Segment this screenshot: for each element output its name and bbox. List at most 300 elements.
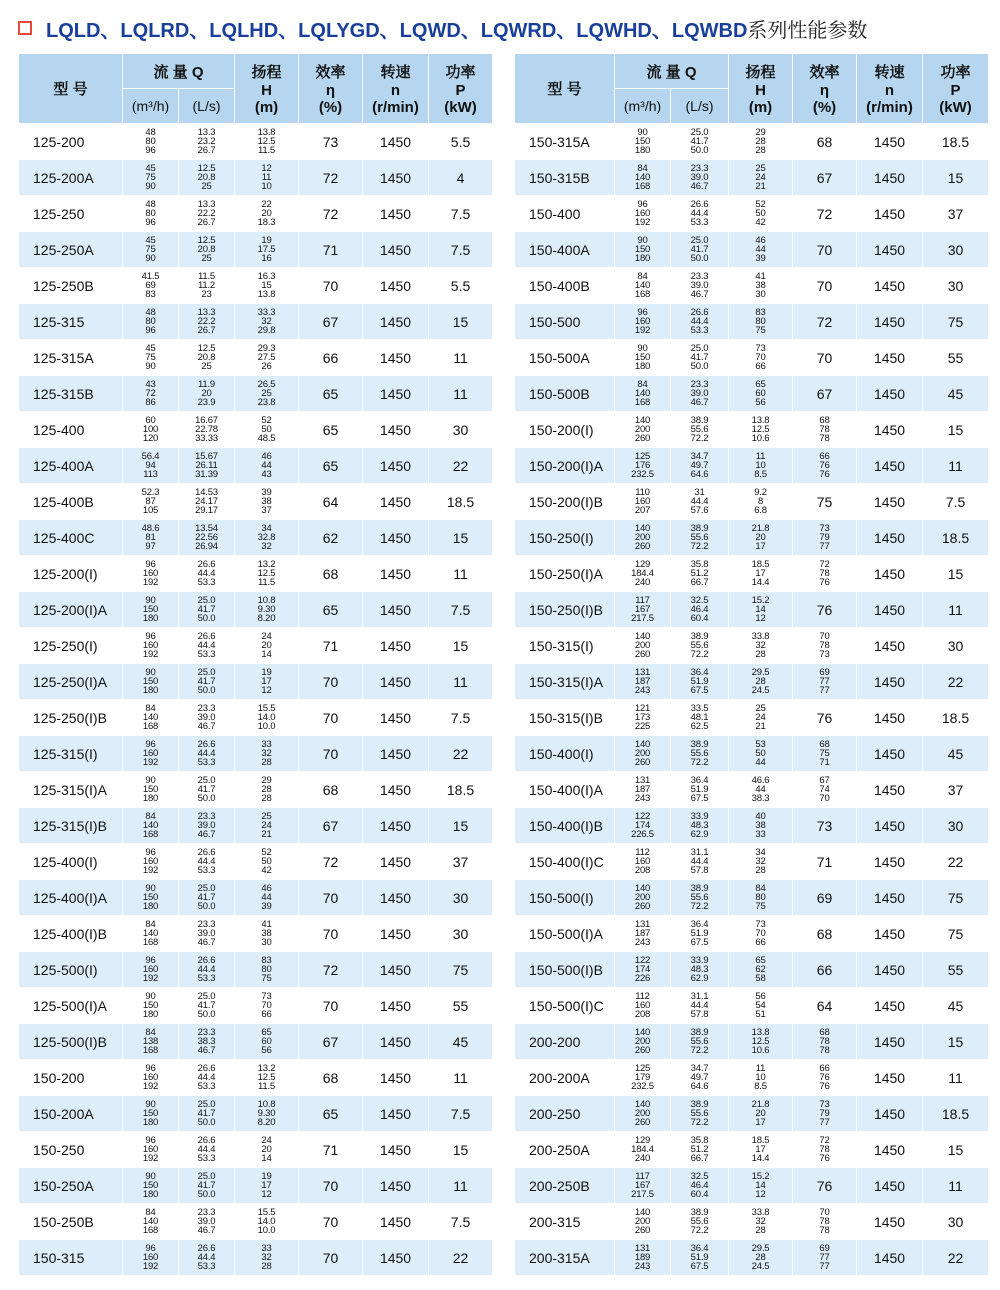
head-cell	[235, 484, 299, 520]
flow-ls-cell	[179, 1024, 235, 1060]
model-cell: 200-315	[515, 1204, 615, 1240]
table-row	[515, 592, 989, 628]
stacked-value: 180	[142, 793, 159, 804]
stacked-value: 46.7	[197, 721, 216, 732]
stacked-value: 77	[819, 541, 830, 552]
stacked-value: 200	[634, 1108, 651, 1119]
efficiency-cell: 76	[793, 592, 857, 628]
stacked-value: 180	[142, 685, 159, 696]
efficiency-cell: 72	[299, 952, 363, 988]
stacked-value: 34	[755, 847, 766, 858]
speed-cell: 1450	[857, 160, 923, 196]
stacked-value: 260	[634, 1225, 651, 1236]
stacked-value: 192	[142, 1081, 159, 1092]
stacked-value: 21.8	[751, 1099, 770, 1110]
stacked-value: 187	[634, 928, 651, 939]
flow-m3h-cell	[123, 448, 179, 484]
stacked-value: 26.6	[197, 559, 216, 570]
stacked-value: 73	[261, 991, 272, 1002]
stacked-value: 90	[145, 595, 156, 606]
stacked-value: 20	[755, 532, 766, 543]
stacked-value: 53	[755, 739, 766, 750]
stacked-value: 52.3	[141, 487, 160, 498]
stacked-value: 32	[261, 1252, 272, 1263]
stacked-value: 56	[755, 991, 766, 1002]
speed-cell: 1450	[857, 484, 923, 520]
speed-cell: 1450	[857, 448, 923, 484]
stacked-value: 50.0	[197, 613, 216, 624]
head-cell	[729, 628, 793, 664]
speed-cell: 1450	[363, 448, 429, 484]
stacked-value: 13.3	[197, 127, 216, 138]
stacked-value: 17	[755, 541, 766, 552]
stacked-value: 32	[755, 856, 766, 867]
flow-ls-cell	[179, 556, 235, 592]
stacked-value: 179	[634, 1072, 651, 1083]
flow-m3h-cell	[123, 1096, 179, 1132]
flow-m3h-cell	[123, 160, 179, 196]
stacked-value: 96	[145, 1135, 156, 1146]
table-row	[515, 1024, 989, 1060]
stacked-value: 75	[755, 901, 766, 912]
stacked-value: 12.5	[751, 1036, 770, 1047]
stacked-value: 17.5	[257, 244, 276, 255]
speed-cell: 1450	[857, 1096, 923, 1132]
stacked-value: 14.53	[195, 487, 218, 498]
power-cell: 15	[429, 520, 493, 556]
stacked-value: 200	[634, 748, 651, 759]
stacked-value: 75	[145, 172, 156, 183]
efficiency-cell	[793, 1204, 857, 1240]
head-cell	[729, 1024, 793, 1060]
power-cell: 18.5	[923, 520, 989, 556]
stacked-value: 51.2	[690, 1144, 709, 1155]
efficiency-cell: 64	[793, 988, 857, 1024]
stacked-value: 77	[819, 1252, 830, 1263]
model-cell: 125-250	[19, 196, 123, 232]
flow-m3h-cell	[123, 592, 179, 628]
efficiency-cell: 70	[299, 736, 363, 772]
stacked-value: 13.54	[195, 523, 218, 534]
stacked-value: 46	[261, 883, 272, 894]
efficiency-cell: 65	[299, 592, 363, 628]
head-cell	[235, 268, 299, 304]
header-flow-ls: (L/s)	[179, 89, 235, 124]
table-row	[515, 448, 989, 484]
stacked-value: 29	[755, 127, 766, 138]
table-row	[19, 124, 493, 160]
power-cell: 22	[429, 1240, 493, 1276]
flow-ls-cell	[179, 664, 235, 700]
stacked-value: 200	[634, 892, 651, 903]
model-cell: 150-500(I)A	[515, 916, 615, 952]
power-cell: 7.5	[429, 232, 493, 268]
stacked-value: 39.0	[690, 172, 709, 183]
stacked-value: 44.4	[197, 568, 216, 579]
efficiency-cell: 70	[299, 916, 363, 952]
speed-cell: 1450	[857, 808, 923, 844]
stacked-value: 44.4	[690, 856, 709, 867]
stacked-value: 69	[819, 667, 830, 678]
stacked-value: 140	[634, 523, 651, 534]
stacked-value: 33.33	[195, 433, 218, 444]
stacked-value: 43	[145, 379, 156, 390]
stacked-value: 50.0	[197, 1117, 216, 1128]
stacked-value: 150	[142, 1108, 159, 1119]
stacked-value: 53.3	[690, 325, 709, 336]
speed-cell: 1450	[857, 268, 923, 304]
stacked-value: 18.5	[751, 1135, 770, 1146]
stacked-value: 53.3	[690, 217, 709, 228]
stacked-value: 12.5	[257, 568, 276, 579]
table-row	[19, 1024, 493, 1060]
header-efficiency: 效率 η (%)	[299, 54, 363, 124]
stacked-value: 36.4	[690, 1243, 709, 1254]
header-flow-m3h: (m³/h)	[123, 89, 179, 124]
stacked-value: 41	[755, 271, 766, 282]
model-cell: 125-250(I)B	[19, 700, 123, 736]
stacked-value: 160	[142, 1252, 159, 1263]
stacked-value: 26.6	[197, 631, 216, 642]
stacked-value: 83	[261, 955, 272, 966]
stacked-value: 90	[145, 181, 156, 192]
efficiency-cell: 68	[793, 916, 857, 952]
stacked-value: 55.6	[690, 424, 709, 435]
flow-m3h-cell	[123, 124, 179, 160]
power-cell: 4	[429, 160, 493, 196]
stacked-value: 32	[261, 316, 272, 327]
stacked-value: 60.4	[690, 613, 709, 624]
flow-ls-cell	[179, 520, 235, 556]
stacked-value: 35.8	[690, 559, 709, 570]
table-row	[515, 196, 989, 232]
stacked-value: 28	[261, 757, 272, 768]
power-cell: 11	[429, 376, 493, 412]
stacked-value: 19	[261, 235, 272, 246]
stacked-value: 26.6	[197, 1135, 216, 1146]
title-suffix: 系列性能参数	[747, 19, 868, 42]
stacked-value: 78	[819, 1144, 830, 1155]
efficiency-cell	[793, 556, 857, 592]
stacked-value: 160	[634, 856, 651, 867]
head-cell	[235, 124, 299, 160]
table-row	[19, 988, 493, 1024]
stacked-value: 33	[755, 829, 766, 840]
model-cell: 125-400(I)	[19, 844, 123, 880]
stacked-value: 44.4	[197, 964, 216, 975]
stacked-value: 96	[145, 847, 156, 858]
stacked-value: 12.5	[257, 1072, 276, 1083]
efficiency-cell: 68	[299, 772, 363, 808]
stacked-value: 81	[145, 532, 156, 543]
stacked-value: 100	[142, 424, 159, 435]
head-cell	[235, 1168, 299, 1204]
stacked-value: 260	[634, 649, 651, 660]
flow-m3h-cell	[615, 808, 671, 844]
stacked-value: 140	[634, 172, 651, 183]
stacked-value: 73	[819, 523, 830, 534]
stacked-value: 55.6	[690, 748, 709, 759]
stacked-value: 14.0	[257, 712, 276, 723]
speed-cell: 1450	[363, 160, 429, 196]
flow-m3h-cell	[123, 340, 179, 376]
stacked-value: 73	[819, 1099, 830, 1110]
table-row	[515, 304, 989, 340]
stacked-value: 180	[634, 253, 651, 264]
flow-m3h-cell	[615, 376, 671, 412]
efficiency-cell: 67	[299, 808, 363, 844]
table-row	[19, 1096, 493, 1132]
head-cell	[729, 988, 793, 1024]
flow-ls-cell	[671, 304, 729, 340]
head-cell	[729, 340, 793, 376]
stacked-value: 76	[819, 1072, 830, 1083]
flow-m3h-cell	[615, 196, 671, 232]
stacked-value: 44	[261, 892, 272, 903]
stacked-value: 6.8	[754, 505, 767, 516]
flow-m3h-cell	[123, 412, 179, 448]
stacked-value: 51.9	[690, 784, 709, 795]
model-cell: 150-250(I)A	[515, 556, 615, 592]
stacked-value: 140	[634, 415, 651, 426]
stacked-value: 160	[142, 964, 159, 975]
stacked-value: 33.5	[690, 703, 709, 714]
head-cell	[235, 844, 299, 880]
speed-cell: 1450	[363, 484, 429, 520]
stacked-value: 50.0	[197, 793, 216, 804]
stacked-value: 16.3	[257, 271, 276, 282]
stacked-value: 73	[755, 343, 766, 354]
stacked-value: 56.4	[141, 451, 160, 462]
stacked-value: 90	[637, 235, 648, 246]
flow-m3h-cell	[615, 268, 671, 304]
stacked-value: 46.7	[197, 1225, 216, 1236]
stacked-value: 32.5	[690, 1171, 709, 1182]
power-cell: 22	[429, 448, 493, 484]
stacked-value: 13.3	[197, 307, 216, 318]
head-cell	[235, 772, 299, 808]
stacked-value: 150	[634, 244, 651, 255]
stacked-value: 44	[755, 244, 766, 255]
stacked-value: 11	[261, 172, 272, 183]
power-cell: 18.5	[429, 772, 493, 808]
stacked-value: 20	[261, 640, 272, 651]
stacked-value: 10.8	[257, 1099, 276, 1110]
stacked-value: 150	[142, 892, 159, 903]
header-model: 型 号	[19, 54, 123, 124]
head-cell	[729, 1060, 793, 1096]
stacked-value: 150	[142, 676, 159, 687]
flow-m3h-cell	[123, 1168, 179, 1204]
stacked-value: 46.7	[197, 937, 216, 948]
stacked-value: 129	[634, 559, 651, 570]
stacked-value: 19	[261, 1171, 272, 1182]
model-cell: 125-200A	[19, 160, 123, 196]
power-cell: 7.5	[429, 1204, 493, 1240]
stacked-value: 60	[145, 415, 156, 426]
stacked-value: 51.9	[690, 676, 709, 687]
power-cell: 55	[923, 952, 989, 988]
stacked-value: 66	[755, 937, 766, 948]
model-cell: 150-500(I)B	[515, 952, 615, 988]
stacked-value: 60	[755, 388, 766, 399]
power-cell: 11	[923, 592, 989, 628]
head-cell	[729, 448, 793, 484]
stacked-value: 53.3	[197, 577, 216, 588]
stacked-value: 41.7	[197, 676, 216, 687]
stacked-value: 18.3	[257, 217, 276, 228]
flow-ls-cell	[179, 736, 235, 772]
stacked-value: 90	[637, 343, 648, 354]
stacked-value: 28	[755, 676, 766, 687]
stacked-value: 96	[145, 145, 156, 156]
stacked-value: 140	[634, 1027, 651, 1038]
stacked-value: 25	[261, 388, 272, 399]
speed-cell: 1450	[857, 412, 923, 448]
stacked-value: 50.0	[197, 685, 216, 696]
stacked-value: 105	[142, 505, 159, 516]
table-row	[515, 268, 989, 304]
stacked-value: 57.8	[690, 1009, 709, 1020]
model-cell: 150-200(I)B	[515, 484, 615, 520]
stacked-value: 48	[145, 127, 156, 138]
efficiency-cell	[793, 736, 857, 772]
stacked-value: 20	[201, 388, 212, 399]
stacked-value: 8	[757, 496, 764, 507]
page-title	[18, 14, 867, 42]
flow-ls-cell	[179, 268, 235, 304]
head-cell	[235, 664, 299, 700]
stacked-value: 187	[634, 784, 651, 795]
stacked-value: 90	[145, 883, 156, 894]
speed-cell: 1450	[363, 1024, 429, 1060]
header-speed: 转速 n (r/min)	[857, 54, 923, 124]
stacked-value: 11	[755, 451, 766, 462]
power-cell: 75	[429, 952, 493, 988]
flow-m3h-cell	[123, 232, 179, 268]
power-cell: 7.5	[429, 196, 493, 232]
stacked-value: 17	[261, 676, 272, 687]
power-cell: 11	[429, 664, 493, 700]
stacked-value: 38.9	[690, 631, 709, 642]
table-row	[515, 952, 989, 988]
stacked-value: 86	[145, 397, 156, 408]
speed-cell: 1450	[363, 340, 429, 376]
stacked-value: 80	[755, 316, 766, 327]
speed-cell: 1450	[363, 1240, 429, 1276]
stacked-value: 10	[755, 460, 766, 471]
head-cell	[729, 304, 793, 340]
flow-m3h-cell	[123, 952, 179, 988]
table-row	[515, 484, 989, 520]
flow-m3h-cell	[615, 160, 671, 196]
power-cell: 75	[923, 880, 989, 916]
table-row	[515, 736, 989, 772]
stacked-value: 243	[634, 685, 651, 696]
stacked-value: 160	[634, 496, 651, 507]
efficiency-cell: 66	[793, 952, 857, 988]
stacked-value: 140	[142, 712, 159, 723]
flow-m3h-cell	[123, 736, 179, 772]
head-cell	[729, 1096, 793, 1132]
efficiency-cell: 67	[299, 1024, 363, 1060]
model-cell: 125-400B	[19, 484, 123, 520]
table-row	[515, 232, 989, 268]
head-cell	[729, 268, 793, 304]
stacked-value: 25.0	[690, 127, 709, 138]
flow-ls-cell	[179, 988, 235, 1024]
efficiency-cell: 65	[299, 412, 363, 448]
table-row	[19, 448, 493, 484]
stacked-value: 84	[145, 1027, 156, 1038]
header-efficiency: 效率 η (%)	[793, 54, 857, 124]
stacked-value: 138	[142, 1036, 159, 1047]
stacked-value: 12	[261, 685, 272, 696]
efficiency-cell: 73	[299, 124, 363, 160]
power-cell: 5.5	[429, 124, 493, 160]
stacked-value: 10.0	[257, 721, 276, 732]
flow-ls-cell	[179, 448, 235, 484]
power-cell: 18.5	[923, 700, 989, 736]
stacked-value: 13.8	[751, 1027, 770, 1038]
stacked-value: 23.3	[197, 811, 216, 822]
stacked-value: 160	[142, 640, 159, 651]
flow-m3h-cell	[615, 124, 671, 160]
stacked-value: 90	[145, 991, 156, 1002]
stacked-value: 125	[634, 1063, 651, 1074]
stacked-value: 96	[145, 325, 156, 336]
stacked-value: 160	[142, 748, 159, 759]
flow-m3h-cell	[615, 1024, 671, 1060]
stacked-value: 84	[145, 919, 156, 930]
stacked-value: 32.5	[690, 595, 709, 606]
model-cell: 200-250	[515, 1096, 615, 1132]
power-cell: 11	[923, 1060, 989, 1096]
stacked-value: 25	[201, 181, 212, 192]
stacked-value: 192	[142, 865, 159, 876]
stacked-value: 192	[634, 217, 651, 228]
stacked-value: 225	[634, 721, 651, 732]
efficiency-cell: 72	[793, 304, 857, 340]
stacked-value: 12	[261, 163, 272, 174]
power-cell: 15	[923, 160, 989, 196]
stacked-value: 192	[142, 1153, 159, 1164]
flow-ls-cell	[179, 124, 235, 160]
speed-cell: 1450	[857, 376, 923, 412]
speed-cell: 1450	[857, 124, 923, 160]
speed-cell: 1450	[857, 844, 923, 880]
stacked-value: 140	[634, 388, 651, 399]
stacked-value: 72.2	[690, 1117, 709, 1128]
stacked-value: 30	[261, 937, 272, 948]
table-row	[19, 1240, 493, 1276]
efficiency-cell: 64	[299, 484, 363, 520]
header-head: 扬程 H (m)	[729, 54, 793, 124]
power-cell: 15	[923, 556, 989, 592]
stacked-value: 28	[261, 1261, 272, 1272]
stacked-value: 13.8	[751, 415, 770, 426]
stacked-value: 192	[142, 757, 159, 768]
stacked-value: 96	[145, 739, 156, 750]
head-cell	[729, 736, 793, 772]
stacked-value: 51.9	[690, 1252, 709, 1263]
efficiency-cell: 70	[299, 1168, 363, 1204]
stacked-value: 12	[261, 1189, 272, 1200]
efficiency-cell: 65	[299, 1096, 363, 1132]
table-row	[515, 1096, 989, 1132]
speed-cell: 1450	[363, 520, 429, 556]
stacked-value: 45	[145, 163, 156, 174]
